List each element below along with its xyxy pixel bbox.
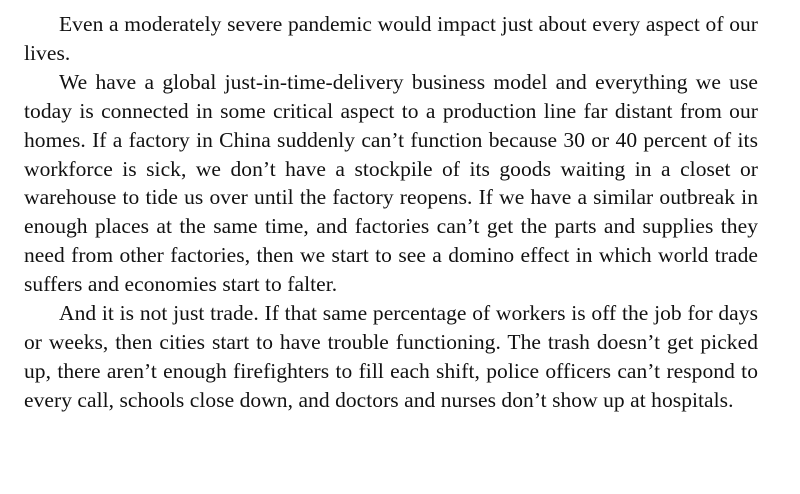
paragraph-supply-chain: We have a global just-in-time-delivery business model and everything we use today is connected in some critical aspect to a production line far distant from our homes. If a factory in China suddenly can’t function because 30 or 40 percent of its workforce is sick, we don’t have a stockpile of its goods waiting in a closet or warehouse to tide us over until the factory reopens. If we have a similar outbreak in enough places at the same time, and factories can’t get the parts and supplies they need from other factories, then we start to see a domino effect in which world trade suffers and economies start to falter. xyxy=(24,69,758,297)
paragraph-city-services: And it is not just trade. If that same percentage of workers is off the job for days or weeks, then cities start to have trouble functioning. The trash doesn’t get picked up, there aren’t enough firefighters to fill each shift, police officers can’t respond to every call, schools close down, and doctors and nurses don’t show up at hospitals. xyxy=(24,301,758,412)
paragraph-pandemic-impact: Even a moderately severe pandemic would impact just about every aspect of our lives. xyxy=(24,12,758,65)
